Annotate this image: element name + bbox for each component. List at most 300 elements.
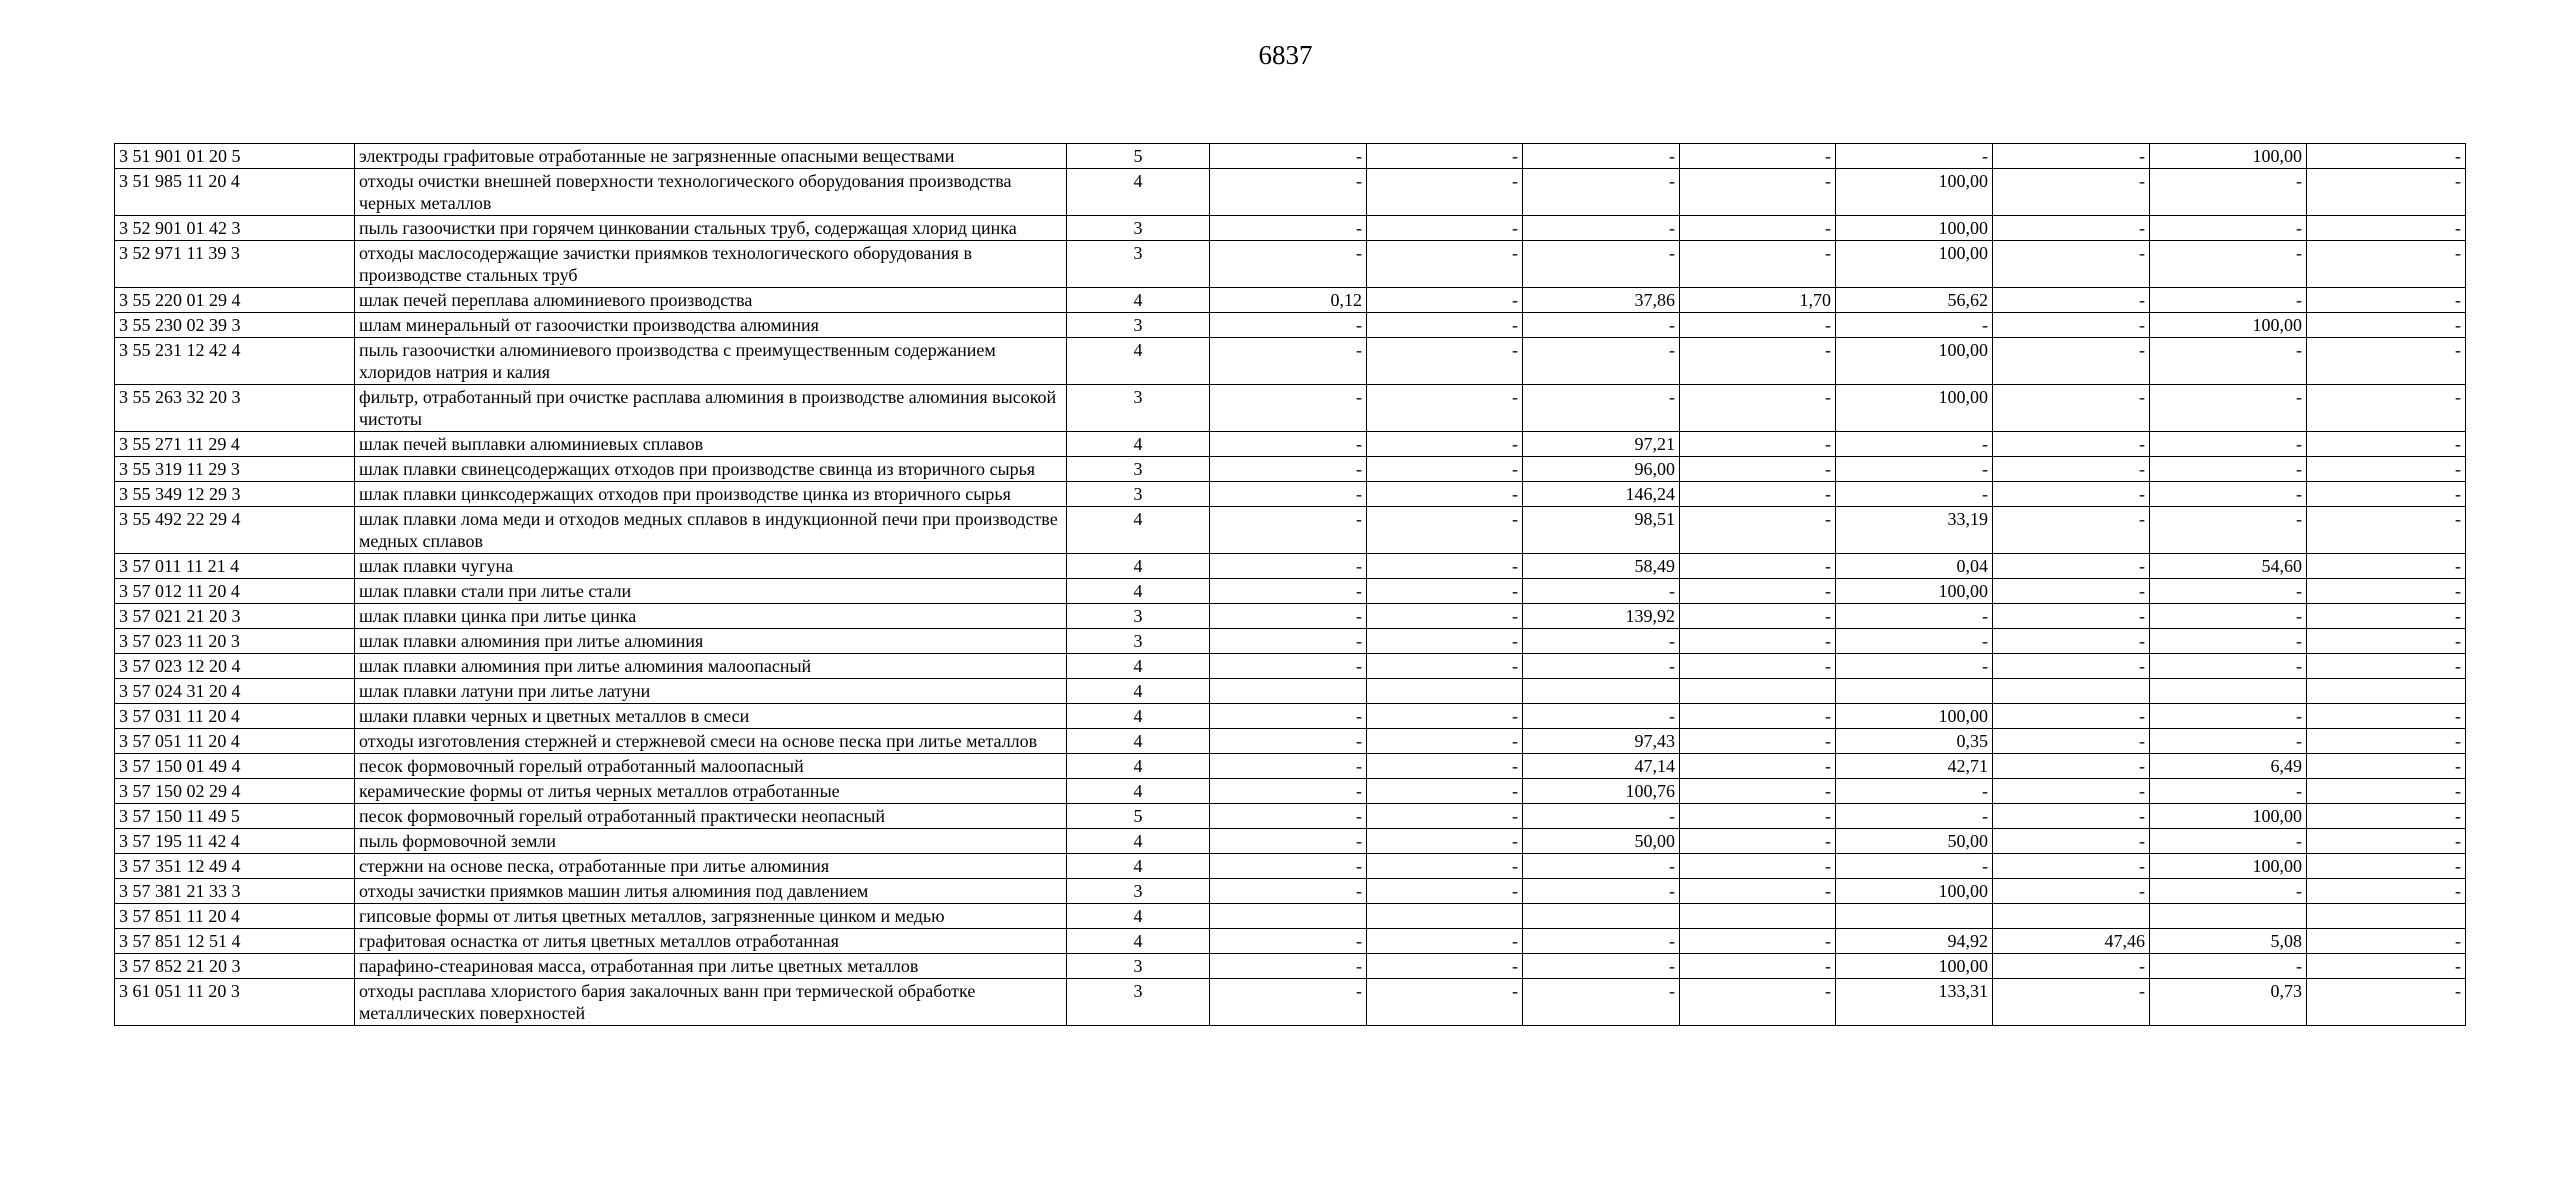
waste-name-cell: шлак плавки лома меди и отходов медных сплавов в индукционной печи при производстве медных сплавов: [355, 507, 1067, 554]
value-cell: -: [1680, 241, 1836, 288]
hazard-class-cell: 4: [1067, 754, 1210, 779]
value-cell: -: [1210, 241, 1367, 288]
value-cell: -: [1680, 338, 1836, 385]
hazard-class-cell: 4: [1067, 554, 1210, 579]
table-row: [115, 241, 2466, 288]
table-row: [115, 904, 2466, 929]
value-cell: -: [1367, 507, 1523, 554]
value-cell: -: [1523, 579, 1680, 604]
value-cell: -: [1993, 241, 2150, 288]
value-cell: -: [2150, 288, 2307, 313]
value-cell: -: [1836, 144, 1993, 169]
hazard-class-cell: 3: [1067, 385, 1210, 432]
value-cell: -: [1680, 829, 1836, 854]
value-cell: -: [1993, 216, 2150, 241]
value-cell: -: [2150, 879, 2307, 904]
table-row: [115, 507, 2466, 554]
value-cell: -: [1523, 338, 1680, 385]
waste-code-cell: 3 57 852 21 20 3: [115, 954, 355, 979]
value-cell: -: [1210, 929, 1367, 954]
value-cell: -: [1993, 629, 2150, 654]
waste-name-cell: шлак печей выплавки алюминиевых сплавов: [355, 432, 1067, 457]
value-cell: [1680, 904, 1836, 929]
value-cell: 1,70: [1680, 288, 1836, 313]
value-cell: [1680, 679, 1836, 704]
value-cell: -: [1523, 979, 1680, 1026]
value-cell: -: [2150, 216, 2307, 241]
value-cell: -: [1680, 579, 1836, 604]
table-row: [115, 629, 2466, 654]
value-cell: 100,00: [2150, 854, 2307, 879]
waste-name-cell: отходы зачистки приямков машин литья алюминия под давлением: [355, 879, 1067, 904]
value-cell: [2150, 904, 2307, 929]
waste-name-cell: пыль газоочистки алюминиевого производства с преимущественным содержанием хлоридов натрия и калия: [355, 338, 1067, 385]
table-row: [115, 169, 2466, 216]
table-row: [115, 338, 2466, 385]
value-cell: -: [1367, 241, 1523, 288]
value-cell: -: [1210, 507, 1367, 554]
value-cell: -: [1367, 482, 1523, 507]
value-cell: -: [1367, 554, 1523, 579]
value-cell: -: [1523, 629, 1680, 654]
value-cell: -: [1836, 432, 1993, 457]
value-cell: [1210, 679, 1367, 704]
value-cell: -: [1367, 432, 1523, 457]
value-cell: -: [2307, 829, 2466, 854]
value-cell: -: [1680, 216, 1836, 241]
value-cell: -: [1367, 854, 1523, 879]
hazard-class-cell: 3: [1067, 604, 1210, 629]
waste-code-cell: 3 57 023 11 20 3: [115, 629, 355, 654]
value-cell: -: [2307, 604, 2466, 629]
table-row: [115, 385, 2466, 432]
value-cell: -: [1836, 779, 1993, 804]
value-cell: -: [2307, 729, 2466, 754]
value-cell: 50,00: [1523, 829, 1680, 854]
table-row: [115, 954, 2466, 979]
value-cell: -: [2307, 241, 2466, 288]
hazard-class-cell: 5: [1067, 804, 1210, 829]
value-cell: -: [1993, 457, 2150, 482]
value-cell: -: [1680, 854, 1836, 879]
table-row: [115, 482, 2466, 507]
value-cell: -: [1367, 385, 1523, 432]
value-cell: 98,51: [1523, 507, 1680, 554]
table-row: [115, 729, 2466, 754]
value-cell: -: [1210, 338, 1367, 385]
value-cell: -: [2307, 169, 2466, 216]
table-row: [115, 979, 2466, 1026]
waste-code-cell: 3 57 150 02 29 4: [115, 779, 355, 804]
value-cell: -: [2307, 507, 2466, 554]
value-cell: -: [2307, 313, 2466, 338]
value-cell: -: [1210, 432, 1367, 457]
value-cell: -: [1993, 507, 2150, 554]
table-row: [115, 779, 2466, 804]
value-cell: -: [2150, 432, 2307, 457]
waste-name-cell: электроды графитовые отработанные не загрязненные опасными веществами: [355, 144, 1067, 169]
value-cell: -: [1993, 313, 2150, 338]
value-cell: -: [1367, 704, 1523, 729]
value-cell: -: [1993, 554, 2150, 579]
waste-code-cell: 3 55 492 22 29 4: [115, 507, 355, 554]
value-cell: 139,92: [1523, 604, 1680, 629]
value-cell: -: [1210, 313, 1367, 338]
value-cell: -: [1680, 482, 1836, 507]
value-cell: 146,24: [1523, 482, 1680, 507]
value-cell: -: [1367, 804, 1523, 829]
waste-name-cell: отходы маслосодержащие зачистки приямков технологического оборудования в производстве стальных труб: [355, 241, 1067, 288]
value-cell: -: [1367, 338, 1523, 385]
value-cell: 54,60: [2150, 554, 2307, 579]
waste-name-cell: пыль формовочной земли: [355, 829, 1067, 854]
value-cell: -: [1993, 482, 2150, 507]
waste-name-cell: парафино-стеариновая масса, отработанная при литье цветных металлов: [355, 954, 1067, 979]
value-cell: -: [1210, 654, 1367, 679]
hazard-class-cell: 3: [1067, 216, 1210, 241]
value-cell: -: [1367, 629, 1523, 654]
hazard-class-cell: 4: [1067, 288, 1210, 313]
hazard-class-cell: 3: [1067, 313, 1210, 338]
value-cell: -: [1523, 385, 1680, 432]
value-cell: -: [1367, 779, 1523, 804]
waste-code-cell: 3 57 024 31 20 4: [115, 679, 355, 704]
waste-name-cell: шлак плавки чугуна: [355, 554, 1067, 579]
waste-code-cell: 3 51 985 11 20 4: [115, 169, 355, 216]
value-cell: -: [1523, 654, 1680, 679]
value-cell: -: [1680, 432, 1836, 457]
value-cell: [2307, 904, 2466, 929]
value-cell: -: [1367, 879, 1523, 904]
value-cell: 42,71: [1836, 754, 1993, 779]
value-cell: -: [2150, 654, 2307, 679]
value-cell: -: [1367, 929, 1523, 954]
value-cell: -: [1210, 457, 1367, 482]
value-cell: -: [1210, 554, 1367, 579]
value-cell: -: [2150, 169, 2307, 216]
value-cell: -: [1993, 829, 2150, 854]
waste-name-cell: шлак плавки алюминия при литье алюминия: [355, 629, 1067, 654]
value-cell: -: [2150, 579, 2307, 604]
value-cell: -: [1523, 804, 1680, 829]
value-cell: -: [1680, 729, 1836, 754]
table-row: [115, 754, 2466, 779]
value-cell: 47,46: [1993, 929, 2150, 954]
value-cell: -: [1680, 979, 1836, 1026]
hazard-class-cell: 4: [1067, 507, 1210, 554]
value-cell: -: [1993, 654, 2150, 679]
value-cell: -: [2307, 654, 2466, 679]
waste-name-cell: гипсовые формы от литья цветных металлов, загрязненные цинком и медью: [355, 904, 1067, 929]
hazard-class-cell: 3: [1067, 954, 1210, 979]
value-cell: -: [1367, 954, 1523, 979]
value-cell: -: [1210, 144, 1367, 169]
value-cell: [2307, 679, 2466, 704]
value-cell: -: [2150, 507, 2307, 554]
value-cell: -: [1210, 854, 1367, 879]
hazard-class-cell: 4: [1067, 679, 1210, 704]
page-number: 6837: [1258, 40, 1313, 70]
waste-code-cell: 3 57 031 11 20 4: [115, 704, 355, 729]
value-cell: [1367, 679, 1523, 704]
hazard-class-cell: 4: [1067, 904, 1210, 929]
value-cell: [1367, 904, 1523, 929]
hazard-class-cell: 4: [1067, 169, 1210, 216]
table-body: [115, 144, 2466, 1026]
waste-code-cell: 3 55 220 01 29 4: [115, 288, 355, 313]
waste-name-cell: шлак плавки алюминия при литье алюминия малоопасный: [355, 654, 1067, 679]
table-row: [115, 929, 2466, 954]
value-cell: -: [1836, 629, 1993, 654]
value-cell: -: [2307, 338, 2466, 385]
value-cell: -: [1210, 979, 1367, 1026]
value-cell: -: [1367, 979, 1523, 1026]
hazard-class-cell: 4: [1067, 929, 1210, 954]
table-row: [115, 457, 2466, 482]
value-cell: 100,00: [1836, 241, 1993, 288]
value-cell: -: [1367, 829, 1523, 854]
waste-name-cell: отходы очистки внешней поверхности технологического оборудования производства черных металлов: [355, 169, 1067, 216]
hazard-class-cell: 5: [1067, 144, 1210, 169]
value-cell: -: [1993, 604, 2150, 629]
value-cell: -: [2307, 954, 2466, 979]
hazard-class-cell: 3: [1067, 482, 1210, 507]
hazard-class-cell: 3: [1067, 457, 1210, 482]
value-cell: -: [2307, 704, 2466, 729]
value-cell: -: [1210, 704, 1367, 729]
table-row: [115, 554, 2466, 579]
waste-code-cell: 3 52 901 01 42 3: [115, 216, 355, 241]
waste-code-cell: 3 57 012 11 20 4: [115, 579, 355, 604]
waste-code-cell: 3 57 851 12 51 4: [115, 929, 355, 954]
value-cell: -: [2307, 144, 2466, 169]
value-cell: -: [1993, 169, 2150, 216]
value-cell: -: [1210, 579, 1367, 604]
table-row: [115, 879, 2466, 904]
value-cell: -: [1680, 654, 1836, 679]
waste-name-cell: фильтр, отработанный при очистке расплава алюминия в производстве алюминия высокой чистоты: [355, 385, 1067, 432]
value-cell: -: [2150, 704, 2307, 729]
value-cell: -: [1680, 313, 1836, 338]
waste-code-cell: 3 55 319 11 29 3: [115, 457, 355, 482]
waste-name-cell: стержни на основе песка, отработанные при литье алюминия: [355, 854, 1067, 879]
value-cell: -: [1680, 507, 1836, 554]
value-cell: -: [1836, 457, 1993, 482]
value-cell: -: [1210, 216, 1367, 241]
waste-name-cell: шлак плавки цинка при литье цинка: [355, 604, 1067, 629]
value-cell: -: [1680, 704, 1836, 729]
value-cell: -: [1993, 144, 2150, 169]
waste-name-cell: шлам минеральный от газоочистки производства алюминия: [355, 313, 1067, 338]
value-cell: -: [2150, 482, 2307, 507]
waste-name-cell: шлак плавки латуни при литье латуни: [355, 679, 1067, 704]
value-cell: -: [1210, 169, 1367, 216]
value-cell: -: [1993, 754, 2150, 779]
value-cell: 100,00: [2150, 144, 2307, 169]
value-cell: 97,43: [1523, 729, 1680, 754]
value-cell: -: [1680, 929, 1836, 954]
value-cell: -: [2307, 779, 2466, 804]
value-cell: 0,73: [2150, 979, 2307, 1026]
waste-code-cell: 3 52 971 11 39 3: [115, 241, 355, 288]
value-cell: -: [2307, 385, 2466, 432]
value-cell: 47,14: [1523, 754, 1680, 779]
waste-code-cell: 3 55 263 32 20 3: [115, 385, 355, 432]
waste-name-cell: шлак плавки свинецсодержащих отходов при производстве свинца из вторичного сырья: [355, 457, 1067, 482]
value-cell: -: [1993, 954, 2150, 979]
value-cell: -: [1993, 804, 2150, 829]
hazard-class-cell: 4: [1067, 654, 1210, 679]
value-cell: -: [2150, 779, 2307, 804]
value-cell: -: [1523, 854, 1680, 879]
value-cell: [2150, 679, 2307, 704]
table-row: [115, 854, 2466, 879]
value-cell: [1210, 904, 1367, 929]
value-cell: -: [1993, 579, 2150, 604]
value-cell: -: [1367, 288, 1523, 313]
value-cell: 100,00: [2150, 313, 2307, 338]
value-cell: -: [1523, 879, 1680, 904]
value-cell: 100,00: [1836, 954, 1993, 979]
value-cell: -: [1367, 754, 1523, 779]
hazard-class-cell: 4: [1067, 704, 1210, 729]
value-cell: [1836, 679, 1993, 704]
waste-code-cell: 3 55 231 12 42 4: [115, 338, 355, 385]
waste-code-cell: 3 57 051 11 20 4: [115, 729, 355, 754]
waste-code-cell: 3 57 150 11 49 5: [115, 804, 355, 829]
table-row: [115, 804, 2466, 829]
table-row: [115, 829, 2466, 854]
value-cell: -: [2307, 554, 2466, 579]
value-cell: -: [1367, 729, 1523, 754]
value-cell: -: [2150, 241, 2307, 288]
value-cell: -: [1993, 979, 2150, 1026]
value-cell: -: [1210, 729, 1367, 754]
value-cell: 0,12: [1210, 288, 1367, 313]
value-cell: 133,31: [1836, 979, 1993, 1026]
value-cell: -: [2150, 338, 2307, 385]
waste-code-cell: 3 55 349 12 29 3: [115, 482, 355, 507]
value-cell: 6,49: [2150, 754, 2307, 779]
value-cell: -: [1680, 954, 1836, 979]
value-cell: 50,00: [1836, 829, 1993, 854]
table-row: [115, 654, 2466, 679]
value-cell: -: [1836, 482, 1993, 507]
value-cell: -: [1836, 804, 1993, 829]
value-cell: -: [1993, 288, 2150, 313]
waste-name-cell: отходы расплава хлористого бария закалочных ванн при термической обработке металлических поверхностей: [355, 979, 1067, 1026]
value-cell: -: [2307, 579, 2466, 604]
value-cell: -: [2150, 629, 2307, 654]
value-cell: -: [1210, 629, 1367, 654]
waste-code-cell: 3 51 901 01 20 5: [115, 144, 355, 169]
value-cell: -: [1367, 313, 1523, 338]
value-cell: -: [2150, 385, 2307, 432]
value-cell: -: [1993, 729, 2150, 754]
value-cell: 100,00: [1836, 338, 1993, 385]
value-cell: -: [1993, 338, 2150, 385]
value-cell: -: [1836, 854, 1993, 879]
waste-name-cell: шлак плавки стали при литье стали: [355, 579, 1067, 604]
value-cell: [1523, 679, 1680, 704]
value-cell: -: [1993, 704, 2150, 729]
value-cell: -: [2150, 954, 2307, 979]
value-cell: [1523, 904, 1680, 929]
value-cell: 97,21: [1523, 432, 1680, 457]
value-cell: -: [2307, 216, 2466, 241]
value-cell: -: [1367, 216, 1523, 241]
waste-name-cell: песок формовочный горелый отработанный малоопасный: [355, 754, 1067, 779]
waste-code-cell: 3 57 381 21 33 3: [115, 879, 355, 904]
value-cell: -: [1680, 754, 1836, 779]
value-cell: -: [1210, 954, 1367, 979]
waste-name-cell: керамические формы от литья черных металлов отработанные: [355, 779, 1067, 804]
waste-code-cell: 3 55 271 11 29 4: [115, 432, 355, 457]
waste-code-cell: 3 57 023 12 20 4: [115, 654, 355, 679]
table-row: [115, 432, 2466, 457]
value-cell: -: [1836, 654, 1993, 679]
waste-name-cell: графитовая оснастка от литья цветных металлов отработанная: [355, 929, 1067, 954]
value-cell: -: [1210, 385, 1367, 432]
hazard-class-cell: 4: [1067, 779, 1210, 804]
value-cell: -: [1210, 604, 1367, 629]
table-row: [115, 288, 2466, 313]
value-cell: -: [2150, 457, 2307, 482]
value-cell: -: [2307, 629, 2466, 654]
hazard-class-cell: 3: [1067, 629, 1210, 654]
value-cell: -: [1367, 654, 1523, 679]
value-cell: -: [1993, 879, 2150, 904]
table-row: [115, 216, 2466, 241]
waste-code-cell: 3 57 021 21 20 3: [115, 604, 355, 629]
waste-name-cell: пыль газоочистки при горячем цинковании стальных труб, содержащая хлорид цинка: [355, 216, 1067, 241]
waste-table: [114, 143, 2466, 1026]
value-cell: -: [1993, 385, 2150, 432]
waste-code-cell: 3 57 011 11 21 4: [115, 554, 355, 579]
value-cell: -: [1523, 241, 1680, 288]
waste-code-cell: 3 57 195 11 42 4: [115, 829, 355, 854]
value-cell: -: [2150, 604, 2307, 629]
value-cell: -: [1210, 804, 1367, 829]
value-cell: -: [2307, 754, 2466, 779]
value-cell: -: [1210, 482, 1367, 507]
hazard-class-cell: 3: [1067, 241, 1210, 288]
hazard-class-cell: 4: [1067, 729, 1210, 754]
value-cell: -: [1367, 457, 1523, 482]
value-cell: -: [1210, 829, 1367, 854]
value-cell: [1836, 904, 1993, 929]
value-cell: 100,00: [1836, 385, 1993, 432]
value-cell: -: [2307, 979, 2466, 1026]
table-row: [115, 604, 2466, 629]
table-row: [115, 313, 2466, 338]
value-cell: 100,00: [1836, 579, 1993, 604]
waste-name-cell: шлаки плавки черных и цветных металлов в смеси: [355, 704, 1067, 729]
hazard-class-cell: 3: [1067, 879, 1210, 904]
value-cell: -: [2150, 729, 2307, 754]
value-cell: -: [2150, 829, 2307, 854]
table-row: [115, 144, 2466, 169]
value-cell: -: [1680, 804, 1836, 829]
value-cell: -: [1523, 929, 1680, 954]
value-cell: -: [1680, 629, 1836, 654]
hazard-class-cell: 4: [1067, 829, 1210, 854]
table-row: [115, 579, 2466, 604]
value-cell: 100,00: [1836, 169, 1993, 216]
value-cell: -: [1836, 313, 1993, 338]
value-cell: -: [2307, 457, 2466, 482]
value-cell: 58,49: [1523, 554, 1680, 579]
